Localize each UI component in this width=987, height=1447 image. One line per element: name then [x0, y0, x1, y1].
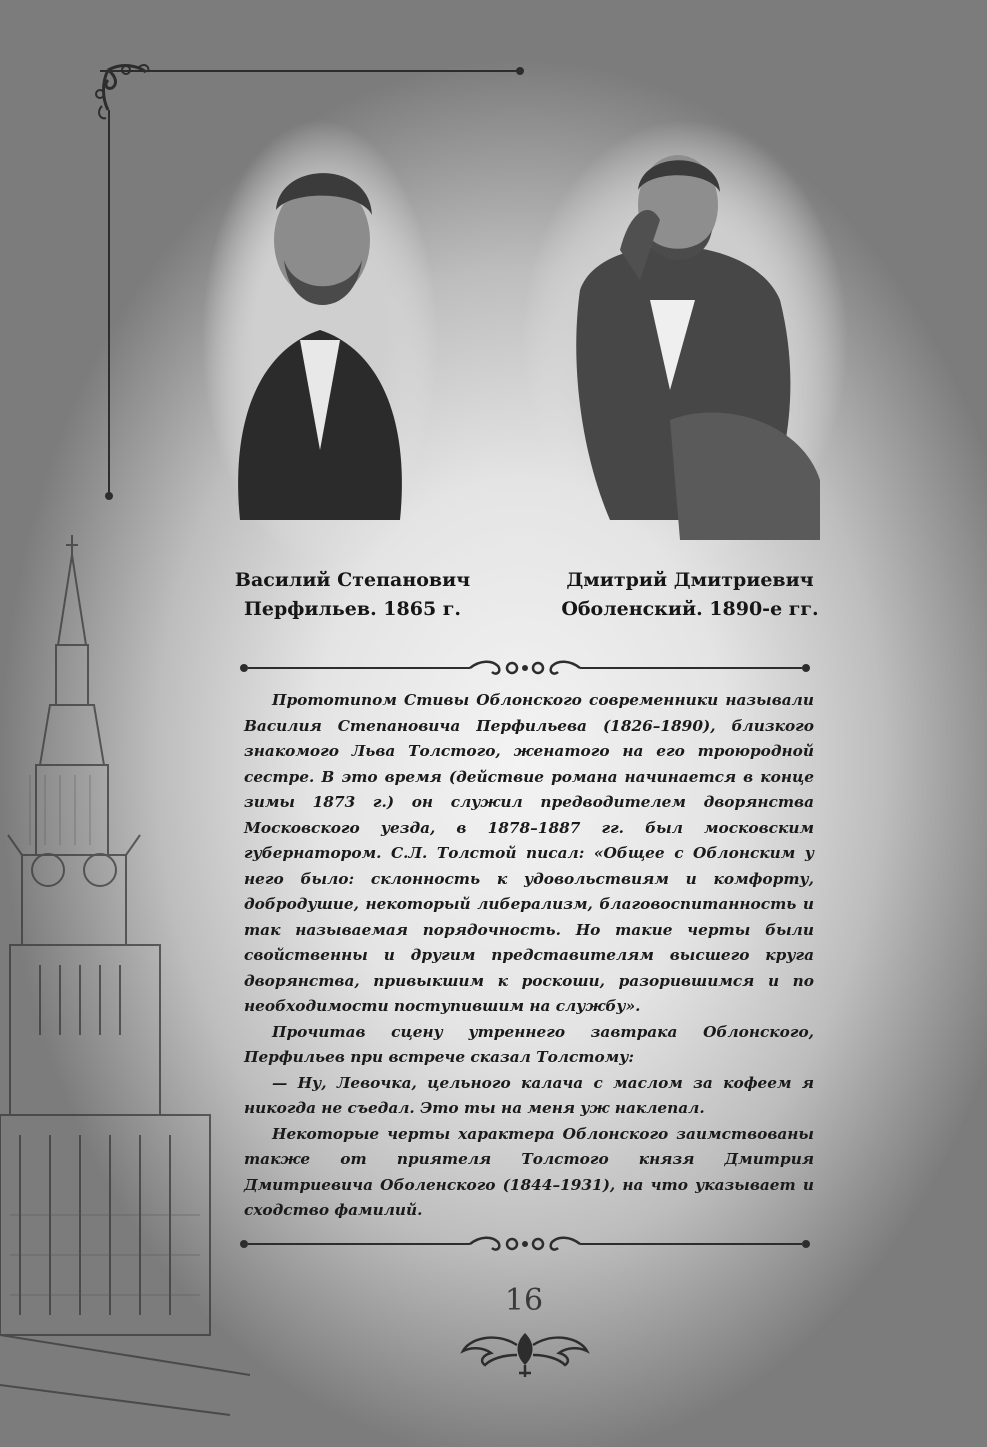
caption-line: Оболенский. 1890-е гг.	[561, 598, 819, 620]
kremlin-tower-illustration	[0, 515, 250, 1447]
divider-flourish-icon	[240, 1232, 810, 1256]
article-text	[244, 688, 814, 1224]
photo-caption-left	[225, 566, 480, 624]
divider-flourish-icon	[240, 656, 810, 680]
caption-line: Василий Степанович	[234, 569, 471, 591]
portrait-obolensky-photo	[520, 120, 850, 560]
page-number: 16	[504, 1283, 544, 1318]
paragraph: Некоторые черты характера Облонского заимствованы также от приятеля Толстого князя Дмитрия Дмитриевича Оболенского (1844–1931), на что указывает и сходство фамилий.	[244, 1124, 814, 1219]
frame-end-dot	[516, 67, 524, 75]
frame-end-dot	[105, 492, 113, 500]
photo-caption-right	[555, 566, 825, 624]
caption-line: Дмитрий Дмитриевич	[566, 569, 814, 591]
frame-left-rule	[108, 110, 110, 495]
caption-line: Перфильев. 1865 г.	[243, 598, 462, 620]
paragraph: Прототипом Стивы Облонского современники называли Василия Степановича Перфильева (1826–1890), близкого знакомого Льва Толстого, женатого на его троюродной сестре. В это время (действие романа начинается в конце зимы 1873 г.) он служил предводителем дворянства Московского уезда, в 1878–1887 гг. был московским губернатором. С.Л. Толстой писал: «Общее с Облонским у него было: склонность к удовольствиям и комфорту, добродушие, некоторый либерализм, благовоспитанность и так называемая порядочность. Но такие черты были свойственны и другим представителям высшего круга дворянства, привыкшим к роскоши, разорившимся и по необходимости поступившим на службу».	[244, 691, 814, 1015]
flourish-ornament-icon	[455, 1325, 595, 1380]
portrait-perfilyev-photo	[200, 120, 440, 560]
paragraph: — Ну, Левочка, цельного калача с маслом за кофеем я никогда не съедал. Это ты на меня уж наклепал.	[244, 1073, 814, 1117]
paragraph: Прочитав сцену утреннего завтрака Облонского, Перфильев при встрече сказал Толстому:	[244, 1022, 814, 1066]
corner-flourish-icon	[88, 58, 168, 138]
